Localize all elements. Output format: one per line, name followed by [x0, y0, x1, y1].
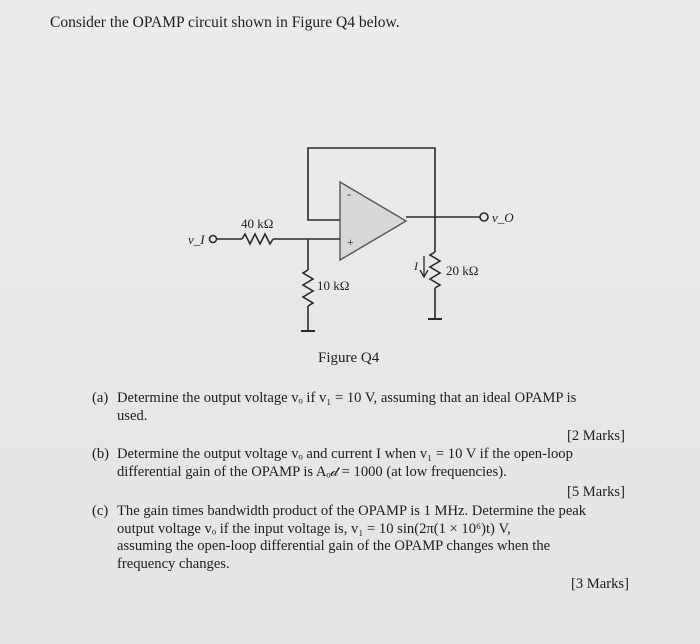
question-c-marks: [3 Marks] [571, 576, 629, 592]
r3-label: 20 kΩ [446, 263, 479, 278]
input-terminal [210, 236, 217, 243]
r2-label: 10 kΩ [317, 278, 350, 293]
r1-label: 40 kΩ [241, 216, 274, 231]
question-a-marks: [2 Marks] [567, 428, 625, 444]
question-b-marks: [5 Marks] [567, 484, 625, 500]
current-label: I [414, 259, 418, 273]
question-b-line1: Determine the output voltage vₒ and current I when v₁ = 10 V if the open-loop [117, 446, 573, 462]
figure-caption: Figure Q4 [318, 350, 380, 366]
intro-text: Consider the OPAMP circuit shown in Figure Q4 below. [50, 14, 400, 31]
question-c-line1: The gain times bandwidth product of the OPAMP is 1 MHz. Determine the peak [117, 503, 587, 519]
question-b-line2: differential gain of the OPAMP is Aₒ𝒹 = 1000 (at low frequencies). [117, 463, 507, 480]
question-c-line4: frequency changes. [117, 555, 230, 572]
question-c-line3: assuming the open-loop differential gain of the OPAMP changes when the [117, 538, 551, 554]
resistor-40k [242, 234, 273, 244]
question-a-line2: used. [117, 407, 148, 424]
minus-label: - [347, 187, 351, 201]
resistor-10k [303, 270, 313, 306]
vo-label: v_O [492, 210, 514, 225]
resistor-20k [430, 252, 440, 288]
vi-label: v_I [188, 232, 205, 247]
question-c-letter: (c) [92, 503, 109, 519]
plus-label: + [347, 235, 354, 249]
output-terminal [480, 213, 488, 221]
question-b-letter: (b) [92, 446, 110, 462]
question-c-line2: output voltage vₒ if the input voltage is, v₁ = 10 sin(2π(1 × 10⁶)t) V, [117, 520, 511, 537]
question-a-line1: Determine the output voltage vₒ if v₁ = 10 V, assuming that an ideal OPAMP is [117, 390, 577, 406]
question-a-letter: (a) [92, 390, 109, 406]
